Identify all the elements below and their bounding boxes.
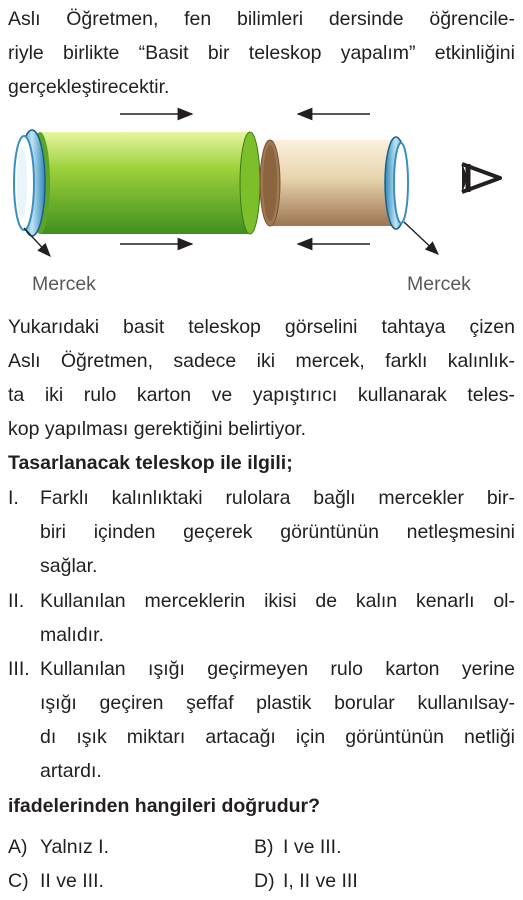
large-tube: [30, 132, 260, 234]
option-letter: D): [254, 870, 275, 892]
statement-line: Kullanılan ışığı geçirmeyen rulo karton yerine: [40, 658, 515, 680]
statement-number: III.: [8, 658, 30, 680]
question-text: ifadelerinden hangileri doğrudur?: [8, 795, 321, 817]
option-text: I ve III.: [283, 836, 342, 858]
statement-number: I.: [8, 487, 19, 509]
body-line-4: kop yapılması gerektiğini belirtiyor.: [8, 418, 307, 440]
lens-left: [14, 130, 45, 236]
option-text: I, II ve III: [283, 870, 358, 892]
body-line-3: ta iki rulo karton ve yapıştırıcı kullanarak teles-: [8, 384, 515, 406]
statement-line: biri içinden geçerek görüntünün netleşmesini: [40, 521, 515, 543]
eye-icon: [462, 164, 500, 192]
lens-label-left: Mercek: [32, 273, 96, 295]
statement-line: sağlar.: [40, 555, 98, 577]
pointer-right: [404, 222, 438, 254]
body-line-1: Yukarıdaki basit teleskop görselini tahtaya çizen: [8, 316, 515, 338]
statement-number: II.: [8, 590, 25, 612]
small-tube: [260, 140, 392, 226]
intro-line-2: riyle birlikte “Basit bir teleskop yapalım” etkinliğini: [8, 42, 515, 64]
statement-line: ışığı geçiren şeffaf plastik borular kullanılsay-: [40, 692, 515, 714]
intro-line-3: gerçekleştirecektir.: [8, 76, 170, 98]
statement-line: Kullanılan merceklerin ikisi de kalın kenarlı ol-: [40, 590, 515, 612]
option-letter: B): [254, 836, 274, 858]
option-text: II ve III.: [40, 870, 104, 892]
statement-line: artardı.: [40, 760, 102, 782]
option-text: Yalnız I.: [40, 836, 110, 858]
option-letter: C): [8, 870, 29, 892]
statement-line: malıdır.: [40, 624, 104, 646]
option-letter: A): [8, 836, 28, 858]
telescope-figure: [0, 96, 523, 261]
statement-line: dı ışık miktarı artacağı için görüntünün netliği: [40, 726, 515, 748]
statement-line: Farklı kalınlıktaki rulolara bağlı mercekler bir-: [40, 487, 515, 509]
intro-line-1: Aslı Öğretmen, fen bilimleri dersinde öğrencile-: [8, 8, 515, 30]
body-line-2: Aslı Öğretmen, sadece iki mercek, farklı kalınlık-: [8, 350, 515, 372]
prompt-heading: Tasarlanacak teleskop ile ilgili;: [8, 452, 293, 474]
lens-right: [385, 137, 408, 229]
lens-label-right: Mercek: [407, 273, 471, 295]
